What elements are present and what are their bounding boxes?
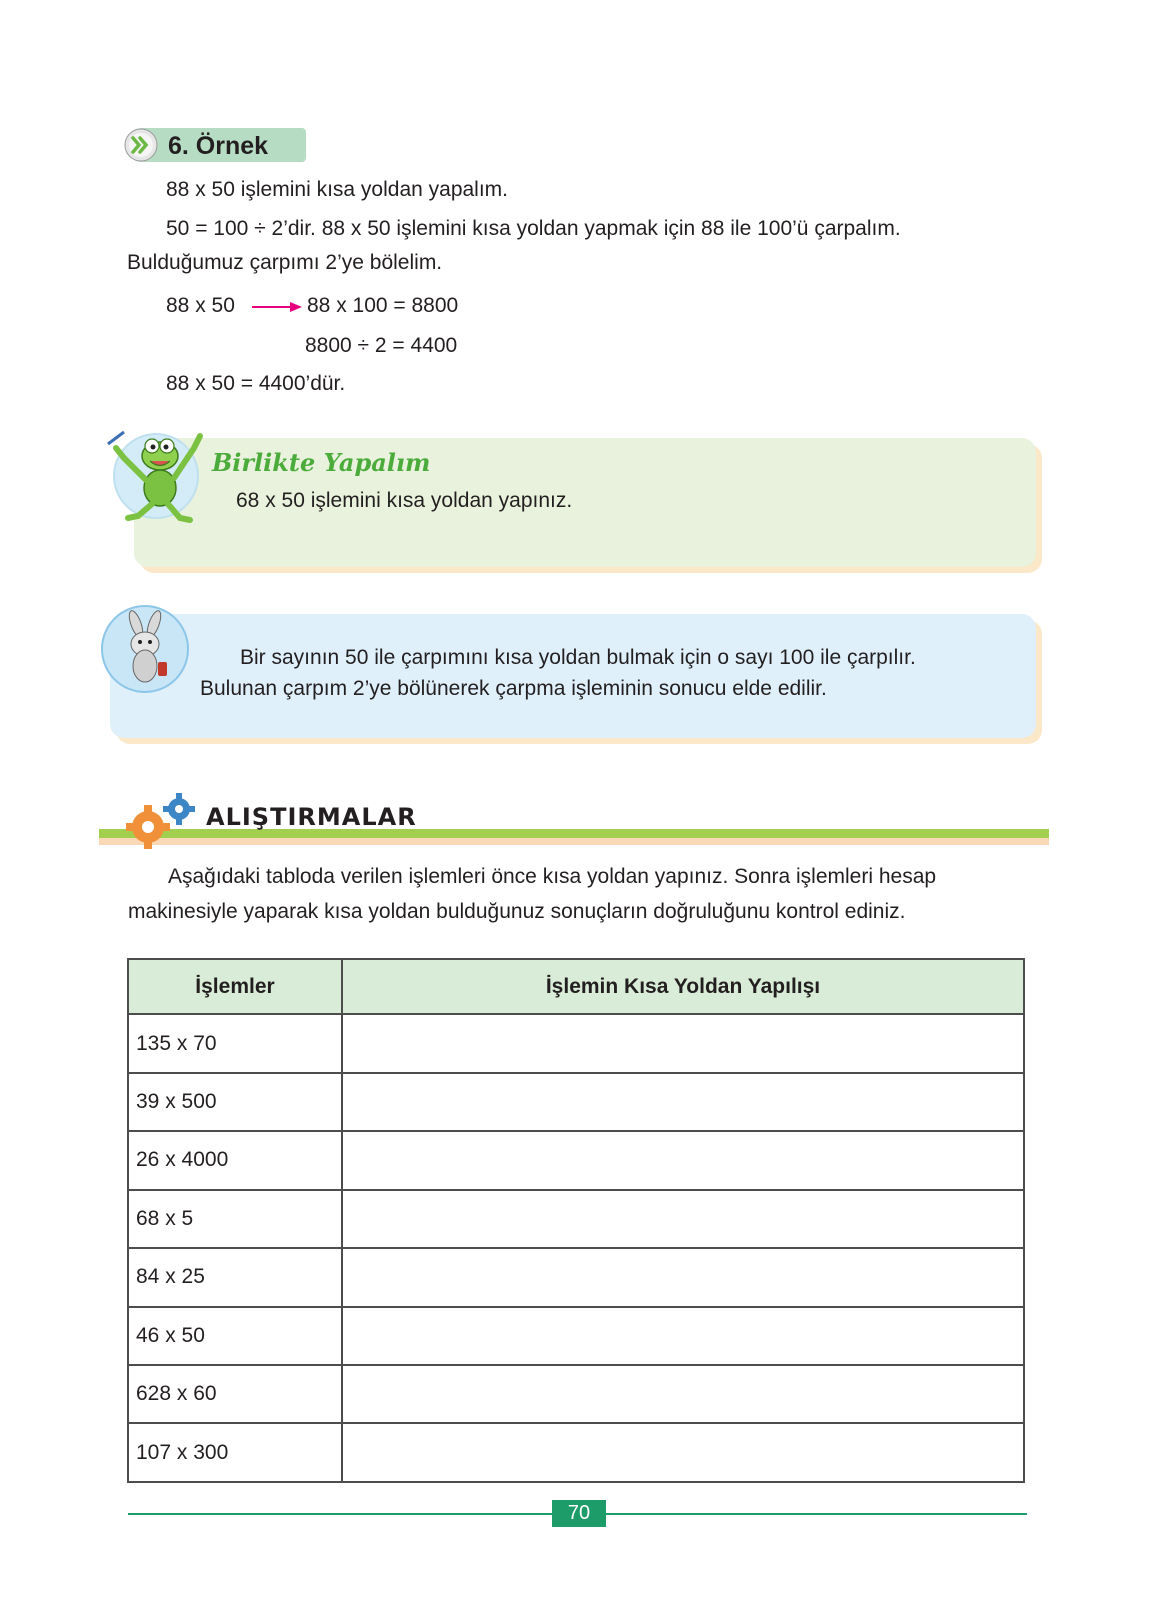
info-line-1: Bir sayının 50 ile çarpımını kısa yoldan bulmak için o sayı 100 ile çarpılır. xyxy=(240,646,916,669)
exercises-title: ALIŞTIRMALAR xyxy=(206,803,417,831)
double-chevron-icon xyxy=(124,128,158,162)
table-cell-operation: 84 x 25 xyxy=(128,1248,342,1306)
table-cell-operation: 39 x 500 xyxy=(128,1073,342,1131)
example-line-3: Bulduğumuz çarpımı 2’ye bölelim. xyxy=(127,251,443,274)
frog-mascot-icon xyxy=(104,418,214,528)
table-cell-answer[interactable] xyxy=(342,1248,1024,1306)
calc-left: 88 x 50 xyxy=(166,294,235,317)
example-line-1: 88 x 50 işlemini kısa yoldan yapalım. xyxy=(166,178,508,201)
calc-right: 88 x 100 = 8800 xyxy=(307,294,459,317)
table-cell-operation: 68 x 5 xyxy=(128,1190,342,1248)
gears-icon xyxy=(124,793,214,851)
exercises-table xyxy=(127,958,1025,1483)
together-text: 68 x 50 işlemini kısa yoldan yapınız. xyxy=(236,489,573,512)
table-header-method: İşlemin Kısa Yoldan Yapılışı xyxy=(342,959,1024,1014)
table-cell-answer[interactable] xyxy=(342,1423,1024,1482)
table-cell-operation: 135 x 70 xyxy=(128,1014,342,1072)
together-title: Birlikte Yapalım xyxy=(212,448,431,477)
table-header-operations: İşlemler xyxy=(128,959,342,1014)
example-title: 6. Örnek xyxy=(168,132,269,160)
table-cell-operation: 628 x 60 xyxy=(128,1365,342,1423)
table-cell-operation: 107 x 300 xyxy=(128,1423,342,1482)
example-result: 88 x 50 = 4400’dür. xyxy=(166,372,346,395)
exercises-band-shadow xyxy=(99,838,1049,845)
table-cell-operation: 46 x 50 xyxy=(128,1307,342,1365)
exercises-instruction-2: makinesiyle yaparak kısa yoldan bulduğunuz sonuçların doğruluğunu kontrol ediniz. xyxy=(128,900,906,923)
rabbit-mascot-icon xyxy=(100,604,190,694)
info-line-2: Bulunan çarpım 2’ye bölünerek çarpma işleminin sonucu elde edilir. xyxy=(200,677,827,700)
example-line-2: 50 = 100 ÷ 2’dir. 88 x 50 işlemini kısa yoldan yapmak için 88 ile 100’ü çarpalım. xyxy=(166,217,901,240)
table-cell-answer[interactable] xyxy=(342,1131,1024,1189)
page-number: 70 xyxy=(552,1500,606,1527)
table-cell-answer[interactable] xyxy=(342,1307,1024,1365)
table-cell-answer[interactable] xyxy=(342,1014,1024,1072)
exercises-instruction-1: Aşağıdaki tabloda verilen işlemleri önce kısa yoldan yapınız. Sonra işlemleri hesap xyxy=(168,865,937,888)
calc-line-2: 8800 ÷ 2 = 4400 xyxy=(305,334,458,357)
table-cell-answer[interactable] xyxy=(342,1073,1024,1131)
right-arrow-icon xyxy=(252,300,304,314)
table-cell-operation: 26 x 4000 xyxy=(128,1131,342,1189)
table-cell-answer[interactable] xyxy=(342,1365,1024,1423)
info-box xyxy=(110,614,1036,738)
table-cell-answer[interactable] xyxy=(342,1190,1024,1248)
